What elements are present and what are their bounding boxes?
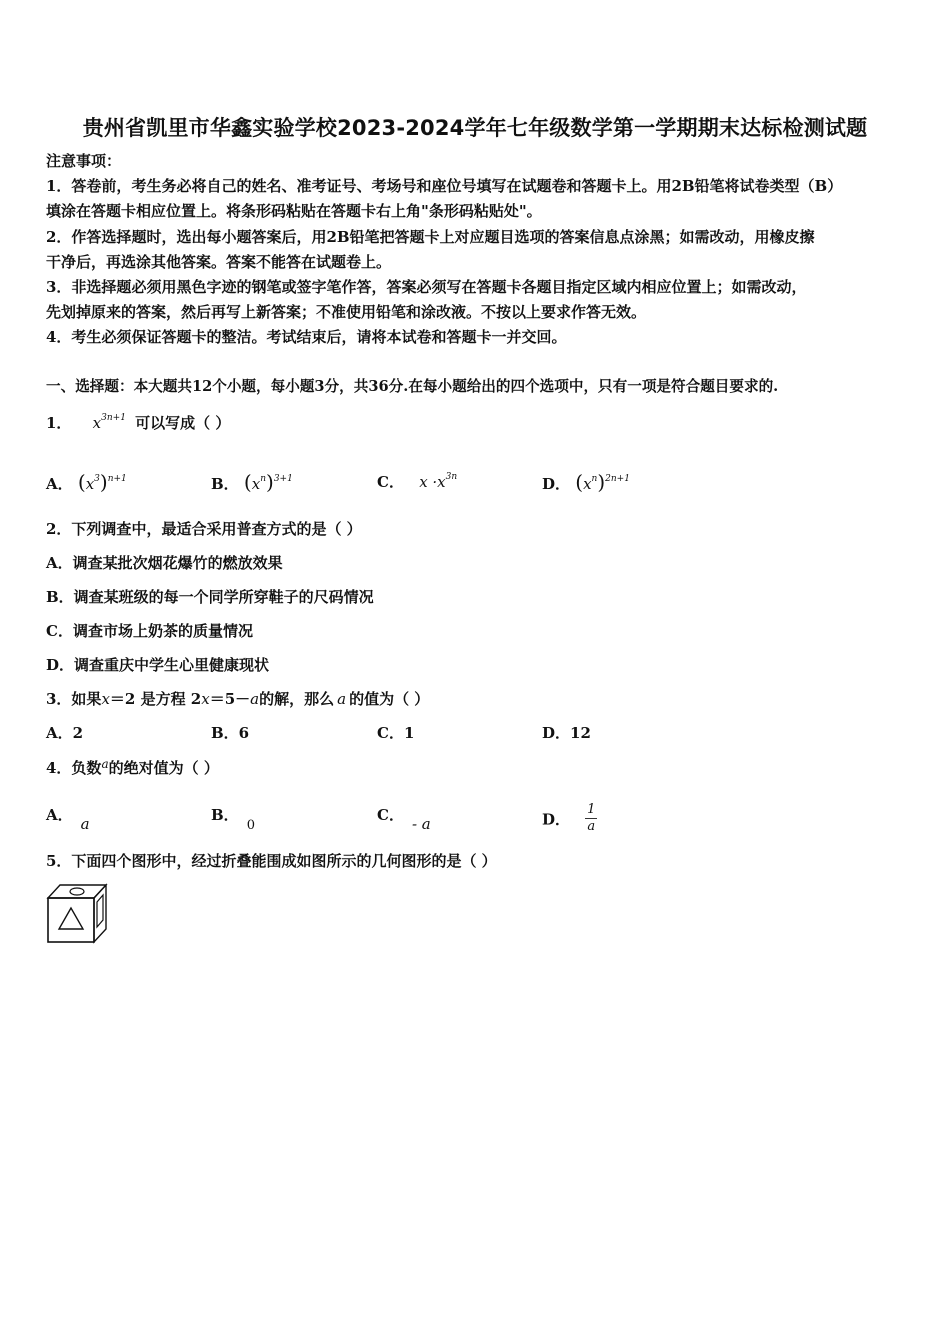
q1-base: x (92, 414, 102, 432)
q3-option-d: D．12 (542, 724, 591, 742)
q1-exponent: 3n+1 (101, 413, 126, 423)
question-4-stem: 4．负数$^a$的绝对值为（ ） (46, 757, 219, 777)
q1-option-a: A． $(x^3)^{n+1}$ (46, 470, 127, 494)
q4-option-b: B．0 (211, 806, 255, 833)
notice-line-3b: 先划掉原来的答案，然后再写上新答案；不准使用铅笔和涂改液。不按以上要求作答无效。 (46, 303, 647, 321)
q4-option-a: A． a (46, 806, 90, 833)
question-5-stem: 5．下面四个图形中，经过折叠能围成如图所示的几何图形的是（ ） (46, 852, 497, 870)
q3-option-a: A．2 (46, 724, 84, 742)
question-1-number: 1． (46, 414, 72, 432)
q4-option-d: D． $\frac{1}{a}$ (542, 802, 596, 834)
question-2-stem: 2．下列调查中，最适合采用普查方式的是（ ） (46, 520, 362, 538)
q2-option-a: A．调查某批次烟花爆竹的燃放效果 (46, 554, 283, 572)
notice-heading: 注意事项： (46, 152, 122, 170)
q2-option-c: C．调查市场上奶茶的质量情况 (46, 622, 253, 640)
question-1-stem (46, 413, 230, 436)
fraction-one-over-a: $\frac{1}{a}$ (587, 802, 596, 834)
q3-option-c: C．1 (377, 724, 415, 742)
q2-option-b: B．调查某班级的每一个同学所穿鞋子的尺码情况 (46, 588, 374, 606)
q4-option-c: C． - a (377, 806, 431, 833)
cube-figure (46, 882, 110, 946)
notice-line-1a: 1．答卷前，考生务必将自己的姓名、准考证号、考场号和座位号填写在试题卷和答题卡上。用2B铅笔将试卷类型（B） (46, 177, 843, 195)
notice-line-1b: 填涂在答题卡相应位置上。将条形码粘贴在答题卡右上角"条形码粘贴处"。 (46, 202, 542, 220)
q2-option-d: D．调查重庆中学生心里健康现状 (46, 656, 270, 674)
notice-line-3a: 3．非选择题必须用黑色字迹的钢笔或签字笔作答，答案必须写在答题卡各题目指定区域内相应位置上；如需改动， (46, 278, 807, 296)
q1-option-c: C． $x \cdot x^{3n}$ (377, 472, 458, 491)
q1-text: 可以写成（ ） (135, 414, 231, 432)
notice-line-2b: 干净后，再选涂其他答案。答案不能答在试题卷上。 (46, 253, 392, 271)
notice-line-2a: 2．作答选择题时，选出每小题答案后，用2B铅笔把答题卡上对应题目选项的答案信息点涂黑；如需改动，用橡皮擦 (46, 228, 815, 246)
section-heading: 一、选择题：本大题共12个小题，每小题3分，共36分.在每小题给出的四个选项中，只有一项是符合题目要求的. (46, 378, 779, 395)
q3-option-b: B．6 (211, 724, 250, 742)
notice-line-4: 4．考生必须保证答题卡的整洁。考试结束后，请将本试卷和答题卡一并交回。 (46, 328, 567, 346)
page-title: 贵州省凯里市华鑫实验学校2023-2024学年七年级数学第一学期期末达标检测试题 (82, 116, 868, 140)
question-3-stem: 3．如果x＝2 是方程 2x＝5－a的解，那么 a 的值为（ ） (46, 690, 430, 708)
q1-option-d: D． $(x^n)^{2n+1}$ (542, 470, 630, 494)
q1-option-b: B． $(x^n)^{3+1}$ (211, 470, 293, 494)
